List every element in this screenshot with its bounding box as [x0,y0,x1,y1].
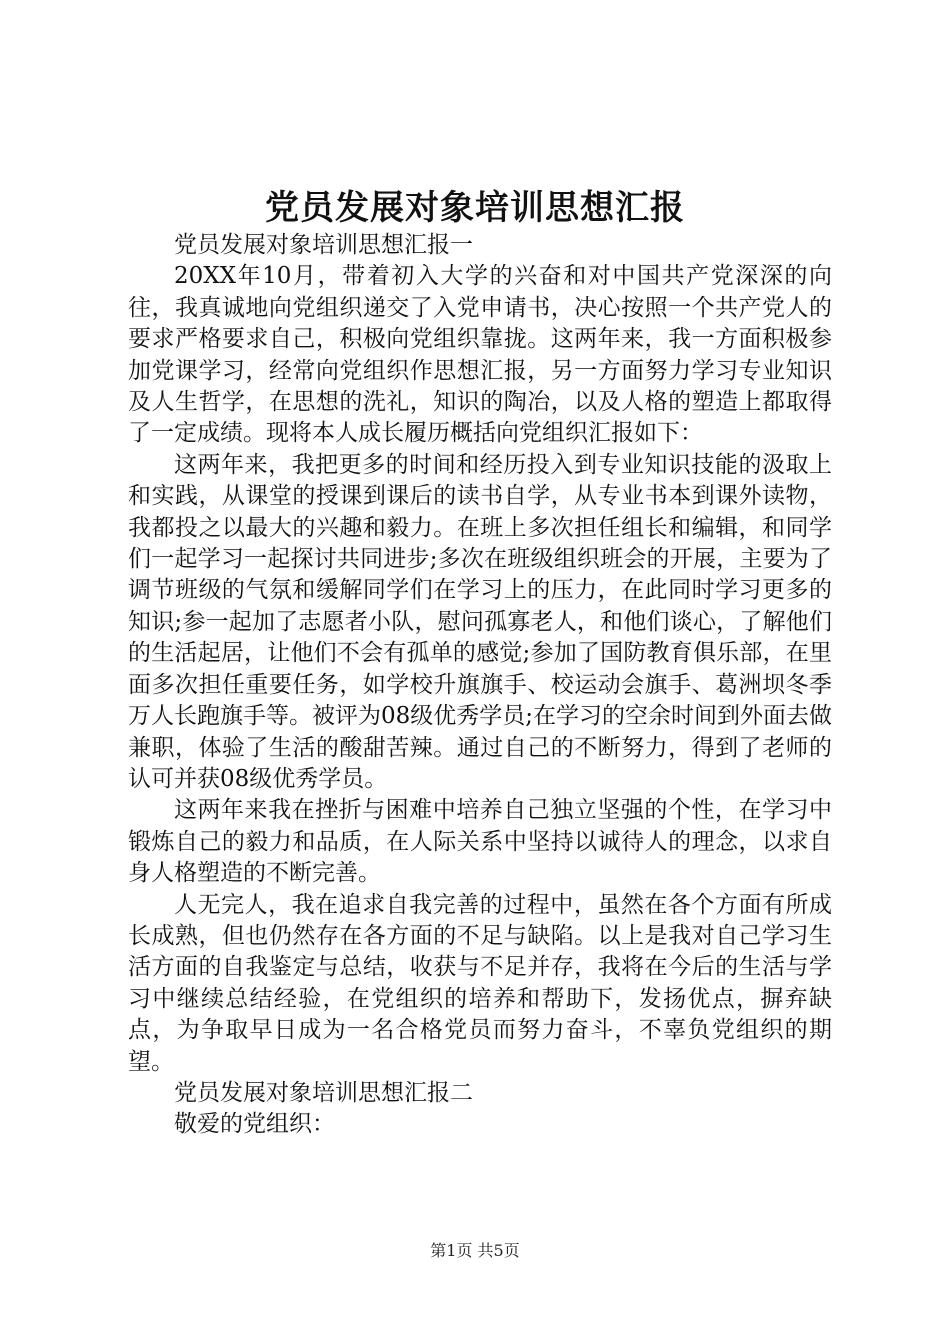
section-heading-1: 党员发展对象培训思想汇报一 [174,232,473,258]
salutation: 敬爱的党组织： [174,1111,335,1138]
paragraph-character: 这两年来我在挫折与困难中培养自己独立坚强的个性，在学习中锻炼自己的毅力和品质，在人际关系中坚持以诚待人的理念，以求自身人格塑造的不断完善。 [128,797,832,887]
page-footer: 第1页 共5页 [430,1241,520,1260]
section-heading-2: 党员发展对象培训思想汇报二 [174,1079,473,1106]
document-title: 党员发展对象培训思想汇报 [265,188,685,228]
paragraph-conclusion: 人无完人，我在追求自我完善的过程中，虽然在各个方面有所成长成熟，但也仍然存在各方面的不足与缺陷。以上是我对自己学习生活方面的自我鉴定与总结，收获与不足并存，我将在今后的生活与学习中继续总结经验，在党组织的培养和帮助下，发扬优点，摒弃缺点，为争取早日成为一名合格党员而努力奋斗，不辜负党组织的期望。 [128,891,832,1075]
paragraph-activities: 这两年来，我把更多的时间和经历投入到专业知识技能的汲取上和实践，从课堂的授课到课后的读书自学，从专业书本到课外读物，我都投之以最大的兴趣和毅力。在班上多次担任组长和编辑，和同学们一起学习一起探讨共同进步;多次在班级组织班会的开展，主要为了调节班级的气氛和缓解同学们在学习上的压力，在此同时学习更多的知识;参一起加了志愿者小队，慰问孤寡老人，和他们谈心，了解他们的生活起居，让他们不会有孤单的感觉;参加了国防教育俱乐部，在里面多次担任重要任务，如学校升旗旗手、校运动会旗手、葛洲坝冬季万人长跑旗手等。被评为08级优秀学员;在学习的空余时间到外面去做兼职，体验了生活的酸甜苦辣。通过自己的不断努力，得到了老师的认可并获08级优秀学员。 [128,451,833,792]
paragraph-intro: 20XX年10月，带着初入大学的兴奋和对中国共产党深深的向往，我真诚地向党组织递交了入党申请书，决心按照一个共产党人的要求严格要求自己，积极向党组织靠拢。这两年来，我一方面积极参加党课学习，经常向党组织作思想汇报，另一方面努力学习专业知识及人生哲学，在思想的洗礼，知识的陶冶，以及人格的塑造上都取得了一定成绩。现将本人成长履历概括向党组织汇报如下： [128,263,832,447]
document-body [128,230,832,1141]
